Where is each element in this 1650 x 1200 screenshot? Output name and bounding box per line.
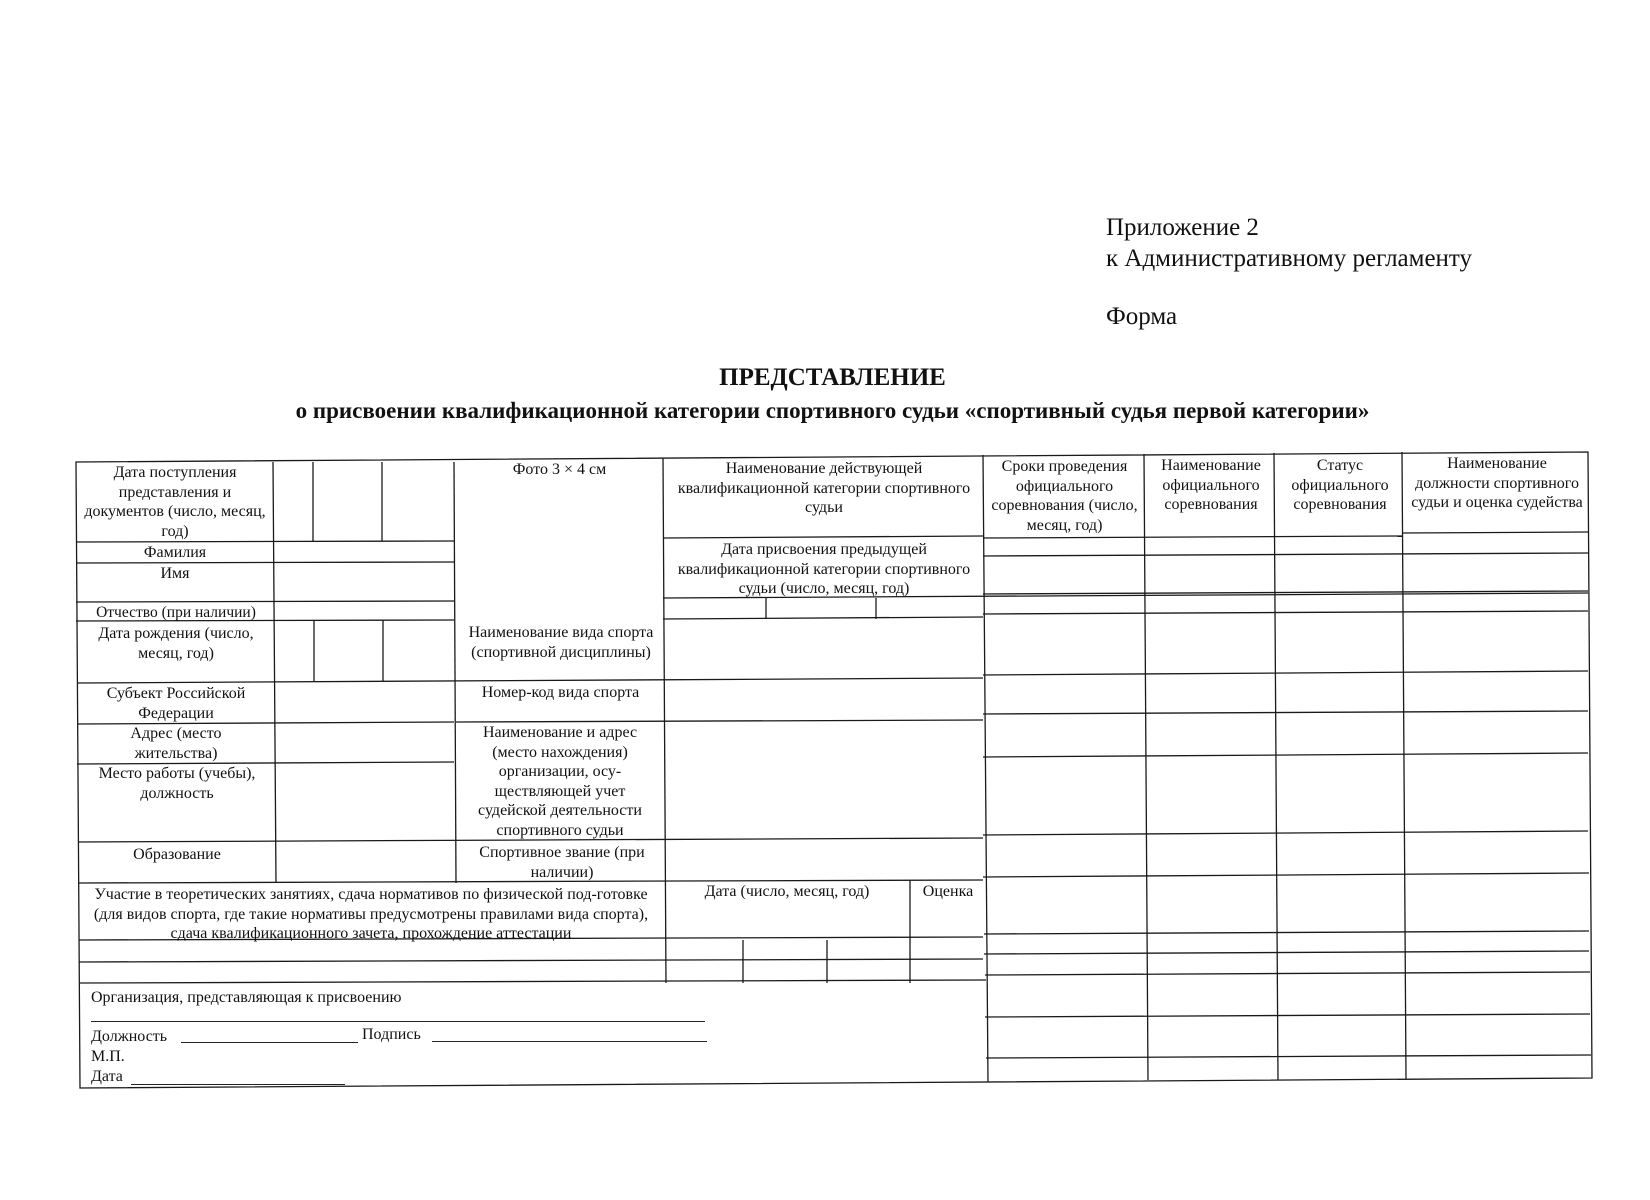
- date-field[interactable]: [131, 1069, 345, 1085]
- judge-position-header: Наименование должности спортивного судьи и оценка судейства: [1411, 455, 1583, 511]
- position-label: Должность: [91, 1028, 168, 1045]
- photo-placeholder: Фото 3 × 4 см: [512, 461, 607, 478]
- org-name-field[interactable]: [91, 1006, 705, 1022]
- competition-status-header: Статус официального соревнования: [1291, 457, 1389, 513]
- competition-dates-header: Сроки проведения официального соревнования (число, месяц, год): [991, 458, 1138, 534]
- competition-name-header: Наименование официального соревнования: [1161, 457, 1261, 513]
- signature-field[interactable]: [432, 1026, 707, 1042]
- education-label: Образование: [133, 846, 221, 863]
- form-label: Форма: [1106, 303, 1178, 330]
- date-received-label: Дата поступления представления и документов (число, месяц, год): [84, 464, 266, 540]
- sport-code-label: Номер-код вида спорта: [481, 684, 640, 701]
- document-subtitle: о присвоении квалификационной категории спортивного судьи «спортивный судья первой категории»: [295, 398, 1370, 423]
- birth-date-label: Дата рождения (число, месяц, год): [98, 625, 254, 662]
- patronymic-label: Отчество (при наличии): [96, 604, 256, 621]
- sport-title-label: Спортивное звание (при наличии): [479, 844, 645, 881]
- signature-label: Подпись: [362, 1026, 421, 1043]
- previous-category-date-label: Дата присвоения предыдущей квалификационной категории спортивного судьи (число, месяц, год): [677, 541, 971, 597]
- stamp-label: М.П.: [91, 1048, 125, 1065]
- workplace-label: Место работы (учебы), должность: [98, 765, 256, 802]
- org-representing-label: Организация, представляющая к присвоению: [91, 989, 402, 1006]
- date-column-header: Дата (число, месяц, год): [704, 883, 870, 900]
- sport-name-label: Наименование вида спорта (спортивной дисциплины): [468, 624, 654, 661]
- appendix-line-1: Приложение 2: [1106, 214, 1259, 241]
- address-label: Адрес (место жительства): [130, 725, 222, 762]
- document-title: ПРЕДСТАВЛЕНИЕ: [719, 364, 946, 391]
- organization-label: Наименование и адрес (место нахождения) организации, осу-ществляющей учет судейской деятельности спортивного судьи: [478, 724, 642, 839]
- participation-label: Участие в теоретических занятиях, сдача нормативов по физической под-готовке (для видов спорта, где такие нормативы предусмотрены правилами вида спорта), сдача квалификационного зачета, прохождение аттестации: [93, 886, 649, 942]
- surname-label: Фамилия: [143, 544, 207, 561]
- first-name-label: Имя: [160, 565, 190, 582]
- current-category-label: Наименование действующей квалификационной категории спортивного судьи: [677, 460, 971, 516]
- date-label: Дата: [91, 1068, 123, 1085]
- position-field[interactable]: [181, 1027, 358, 1043]
- region-label: Субъект Российской Федерации: [106, 685, 246, 722]
- appendix-line-2: к Административному регламенту: [1106, 245, 1473, 272]
- grade-column-header: Оценка: [922, 883, 974, 900]
